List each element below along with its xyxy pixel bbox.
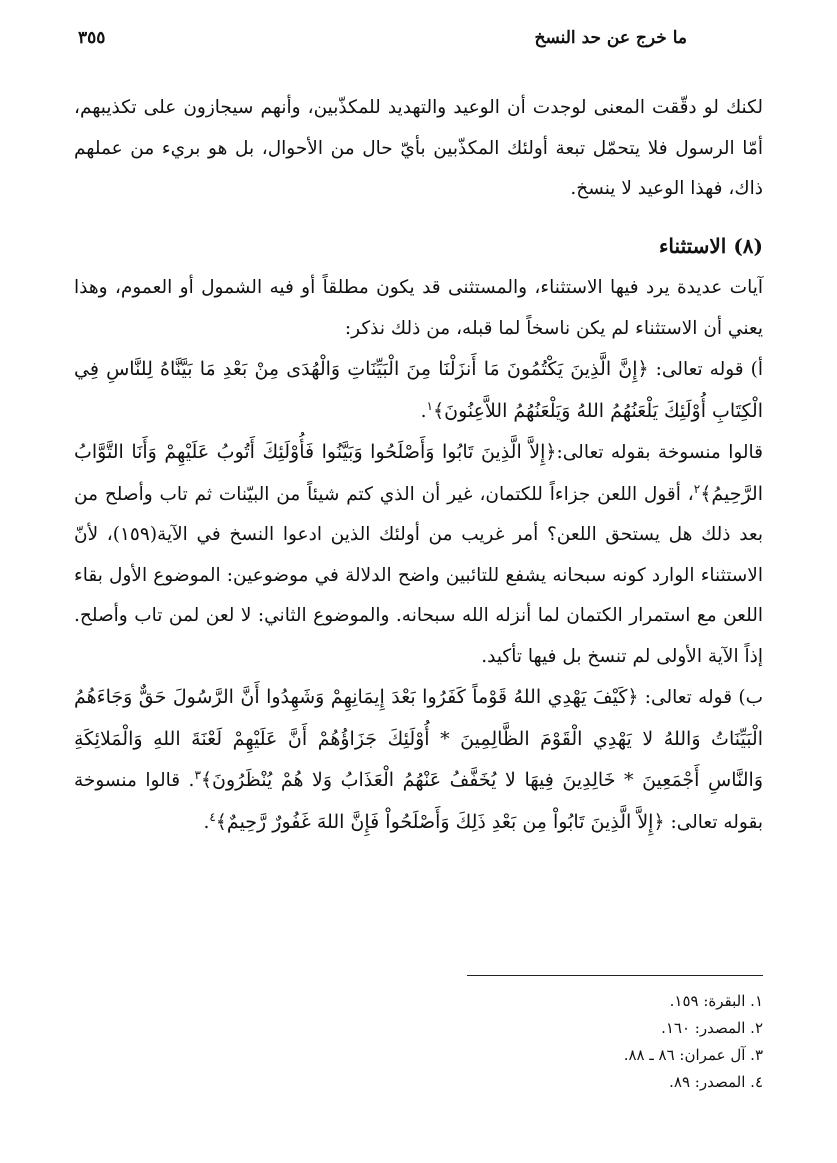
paragraph-1: لكنك لو دقّقت المعنى لوجدت أن الوعيد والتهديد للمكذّبين، وأنهم سيجازون على تكذيبهم، أمّا الرسول فلا يتحمّل تبعة أولئك المكذّبين بأيّ حال من الأحوال، بل هو بريء من عملهم ذاك، فهذا الوعيد لا ينسخ.: [74, 97, 763, 199]
footnote-divider: [467, 975, 763, 976]
footnote-marker: ٣: [194, 767, 201, 782]
footnote-item: ٤. المصدر: ٨٩.: [669, 1073, 763, 1091]
paragraph-3-intro: أ) قوله تعالى:: [648, 359, 763, 380]
page-number: ٣٥٥: [78, 28, 106, 48]
footnote-marker: ١: [426, 398, 433, 413]
footnote-marker: ٤: [209, 809, 216, 824]
footnote-item: ٣. آل عمران: ٨٦ ـ ٨٨.: [623, 1046, 763, 1064]
footnote-item: ٢. المصدر: ١٦٠.: [661, 1019, 763, 1037]
footnote-marker: ٢: [693, 481, 701, 496]
quran-verse: ﴿إِلاَّ الَّذِينَ تَابُوا وَأَصْلَحُوا وَبَيَّنُوا فَأُوْلَئِكَ أَتُوبُ عَلَيْهِمْ وَأَنَا التَّوَّابُ الرَّحِيمُ﴾: [74, 441, 763, 505]
paragraph-2: آيات عديدة يرد فيها الاستثناء، والمستثنى قد يكون مطلقاً أو فيه الشمول أو العموم، وهذا يعني أن الاستثناء لم يكن ناسخاً لما قبله، من ذلك نذكر:: [74, 277, 763, 339]
quran-verse: ﴿إِنَّ الَّذِينَ يَكْتُمُونَ مَا أَنزَلْنَا مِنَ الْبَيِّنَاتِ وَالْهُدَى مِنْ بَعْدِ مَا بَيَّنَّاهُ لِلنَّاسِ فِي الْكِتَابِ أُوْلَئِكَ يَلْعَنُهُمُ اللهُ وَيَلْعَنُهُمُ اللاَّعِنُونَ﴾: [74, 358, 763, 422]
header-title: ما خرج عن حد النسخ: [534, 28, 687, 48]
section-title: (٨) الاستثناء: [659, 233, 763, 258]
body-text: [74, 88, 763, 843]
paragraph-4-rest: ، أقول اللعن جزاءاً للكتمان، غير أن الذي كتم شيئاً من البيّنات ثم تاب وأصلح من بعد ذلك هل يستحق اللعن؟ أمر غريب من أولئك الذين ادعوا النسخ في الآية(١٥٩)، لأنّ الاستثناء الوارد كونه سبحانه يشفع للتائبين واضح الدلالة في موضوعين: الموضوع الأول بقاء اللعن مع استمرار الكتمان لما أنزله الله سبحانه. والموضوع الثاني: لا لعن لمن تاب وأصلح. إذاً الآية الأولى لم تنسخ بل فيها تأكيد.: [74, 483, 763, 667]
footnote-item: ١. البقرة: ١٥٩.: [669, 992, 763, 1010]
paragraph-3-end: .: [420, 400, 427, 422]
paragraph-5: [74, 677, 763, 843]
paragraph-4: [74, 432, 763, 677]
paragraph-5-mid: . قالوا منسوخة بقوله تعالى:: [74, 770, 763, 833]
paragraph-5-end: .: [203, 811, 210, 833]
quran-verse: ﴿كَيْفَ يَهْدِي اللهُ قَوْماً كَفَرُوا بَعْدَ إِيمَانِهِمْ وَشَهِدُوا أَنَّ الرَّسُولَ حَقٌّ وَجَاءَهُمُ الْبَيِّنَاتُ وَاللهُ لا يَهْدِي الْقَوْمَ الظَّالِمِينَ * أُوْلَئِكَ جَزَاؤُهُمْ أَنَّ عَلَيْهِمْ لَعْنَةَ اللهِ وَالْمَلائِكَةِ وَالنَّاسِ أَجْمَعِينَ * خَالِدِينَ فِيهَا لا يُخَفَّفُ عَنْهُمُ الْعَذَابُ وَلا هُمْ يُنْظَرُونَ﴾: [74, 686, 763, 791]
quran-verse: ﴿إِلاَّ الَّذِينَ تَابُواْ مِن بَعْدِ ذَلِكَ وَأَصْلَحُواْ فَإِنَّ اللهَ غَفُورٌ رَّحِيمٌ﴾: [215, 810, 665, 833]
running-header: [78, 28, 687, 48]
paragraph-3: [74, 349, 763, 432]
paragraph-5-intro: ب) قوله تعالى:: [638, 687, 763, 708]
footnotes: [363, 988, 763, 1096]
paragraph-4-intro: قالوا منسوخة بقوله تعالى:: [556, 442, 764, 463]
